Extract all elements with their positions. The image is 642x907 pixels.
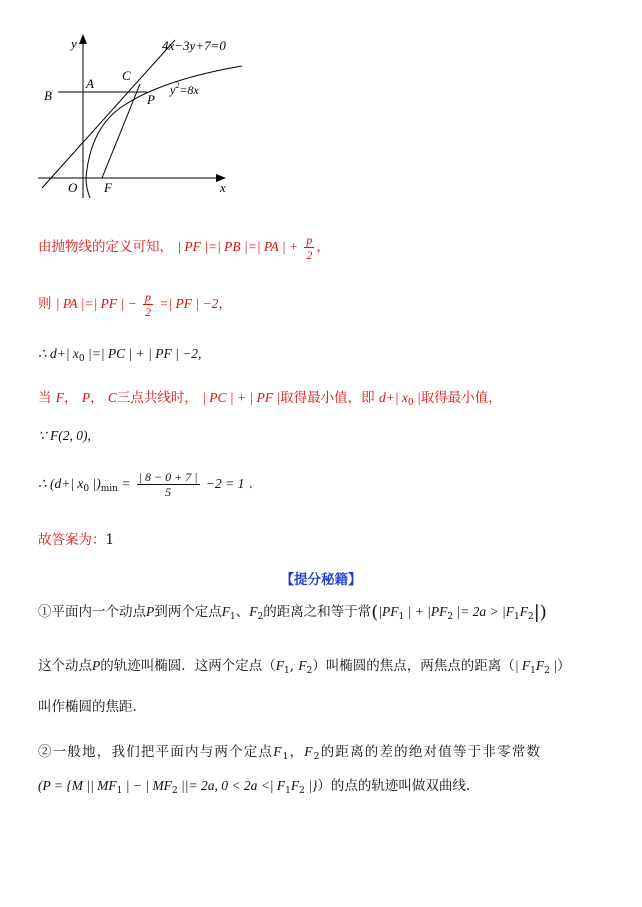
parabola-label: $y^2=8x$ [170, 81, 199, 97]
solution-line-5: ∵ F(2, 0), [38, 428, 91, 443]
tip-paragraph-2: 这个动点P的轨迹叫椭圆．这两个定点（$F_1$, $F_2$）叫椭圆的焦点，两焦点的距离（| $F_1F_2$ |） [38, 658, 571, 676]
line-fc [102, 84, 140, 178]
fraction-p-over-2: $\frac{p}{2}$ [145, 290, 152, 319]
parabola-lower [86, 178, 90, 198]
point-c-label: C [122, 68, 131, 83]
solution-line-2: 则 | PA |=| PF | − $\frac{p}{2}$ =| PF | −2， [38, 290, 232, 319]
point-o-label: O [68, 180, 78, 195]
tip-paragraph-3: 叫作椭圆的焦距. [38, 699, 137, 715]
tip-paragraph-4: ②一般地，我们把平面内与两个定点$F_1$，$F_2$的距离的差的绝对值等于非零常数 [38, 744, 542, 762]
solution-line-1: 由抛物线的定义可知， | PF |=| PB |=| PA | + $\frac{p}{2}$ ， [38, 233, 330, 262]
y-axis-label: y [71, 36, 77, 51]
x-axis-label: x [220, 180, 226, 195]
point-a-label: A [86, 76, 94, 91]
fraction-p-over-2: $\frac{p}{2}$ [306, 233, 313, 262]
parabola-figure [30, 20, 260, 205]
point-f-label: F [104, 180, 112, 195]
tip-paragraph-1: ①平面内一个动点P到两个定点$F_1$、$F_2$的距离之和等于常($|PF_1$ | + $|PF_2$ |= $2a > |F_1F_2|$) [38, 602, 547, 623]
answer-line: 故答案为：1 [38, 532, 115, 548]
point-b-label: B [44, 88, 52, 103]
point-p-label: P [147, 92, 155, 107]
tips-heading: 【提分秘籍】 [280, 572, 362, 588]
solution-line-6: ∴ (d+| $x_0$ $|)_{min}$ = $\frac{| 8 - 0 + 7 |}{5}$ −2 = 1 . [38, 470, 253, 499]
line-4x-3y-7 [42, 40, 175, 188]
parabola-upper [86, 66, 242, 178]
line-equation-label: 4x−3y+7=0 [162, 38, 226, 53]
tip-paragraph-5: (P = {M || $MF_1$ | − | $MF_2$ ||= 2a, 0 < 2a <| $F_1F_2$ |}）的点的轨迹叫做双曲线. [38, 778, 471, 796]
fraction-distance: $\frac{| 8 - 0 + 7 |}{5}$ [138, 470, 198, 499]
y-axis-arrow [79, 34, 87, 44]
solution-line-4: 当 F， P， C三点共线时， | PC | + | PF |取得最小值，即 d+| $x_0$ |取得最小值， [38, 390, 502, 408]
solution-line-3: ∴ d+| $x_0$ |=| PC | + | PF | −2, [38, 346, 202, 364]
